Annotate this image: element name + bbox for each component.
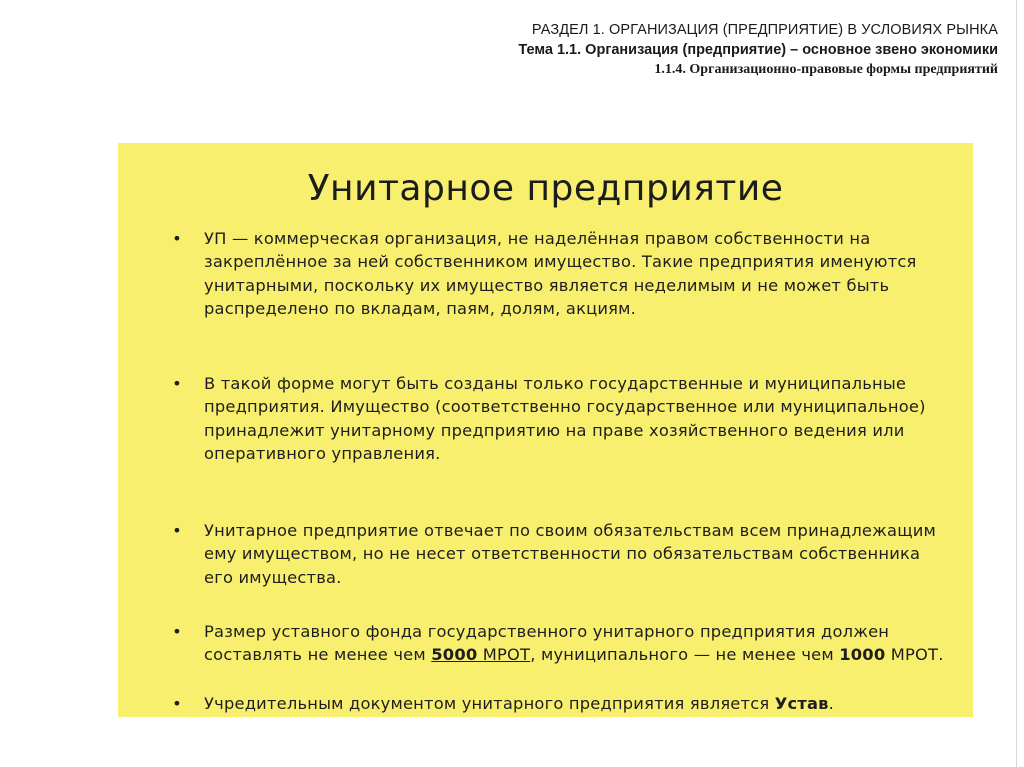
bullet-text: Унитарное предприятие отвечает по своим обязательствам всем принадлежащим ему имуществом, но не несет ответственности по обязательствам собственника его имущества. xyxy=(204,521,936,587)
bullet-text-part: . xyxy=(938,645,944,665)
list-item xyxy=(170,519,950,589)
state-fund-unit: МРОТ xyxy=(482,645,531,665)
bullet-text xyxy=(204,622,944,664)
bullet-dot-icon: • xyxy=(172,694,182,713)
bullet-dot-icon: • xyxy=(172,622,182,641)
state-fund-number: 5000 xyxy=(431,645,478,665)
list-item xyxy=(170,372,950,465)
state-fund-amount xyxy=(431,645,530,664)
muni-fund-number: 1000 xyxy=(839,645,886,665)
bullet-dot-icon: • xyxy=(172,521,182,540)
charter-document: Устав xyxy=(774,694,829,713)
bullet-text-part: , муниципального — не менее чем xyxy=(530,645,840,665)
muni-fund-unit: МРОТ xyxy=(890,645,939,665)
topic-heading: Тема 1.1. Организация (предприятие) – основное звено экономики xyxy=(518,42,998,58)
bullet-dot-icon: • xyxy=(172,229,182,248)
bullet-dot-icon: • xyxy=(172,374,182,393)
content-panel xyxy=(118,143,973,717)
panel-title: Унитарное предприятие xyxy=(307,168,784,209)
list-item xyxy=(170,620,950,667)
slide-header xyxy=(518,20,998,80)
bullet-text xyxy=(204,694,834,713)
bullet-text: В такой форме могут быть созданы только государственные и муниципальные предприятия. Имущество (соответственно государственное или муниципальное) принадлежит унитарному предприятию на праве хозяйственного ведения или оперативного управления. xyxy=(204,374,926,463)
page-edge-divider xyxy=(1016,0,1017,767)
list-item xyxy=(170,227,950,320)
bullet-text-part: Размер уставного фонда государственного унитарного предприятия должен составлять не менее чем xyxy=(204,622,890,665)
subtopic-heading: 1.1.4. Организационно-правовые формы предприятий xyxy=(654,62,998,77)
bullet-text: УП — коммерческая организация, не наделённая правом собственности на закреплённое за ней собственником имущество. Такие предприятия именуются унитарными, поскольку их имущество является неделимым и не может быть распределено по вкладам, паям, долям, акциям. xyxy=(204,229,917,318)
bullet-text-part: Учредительным документом унитарного предприятия является xyxy=(204,694,775,713)
section-heading: РАЗДЕЛ 1. ОРГАНИЗАЦИЯ (ПРЕДПРИЯТИЕ) В УСЛОВИЯХ РЫНКА xyxy=(531,22,998,38)
bullet-text-part: . xyxy=(828,694,835,713)
list-item xyxy=(170,692,950,715)
